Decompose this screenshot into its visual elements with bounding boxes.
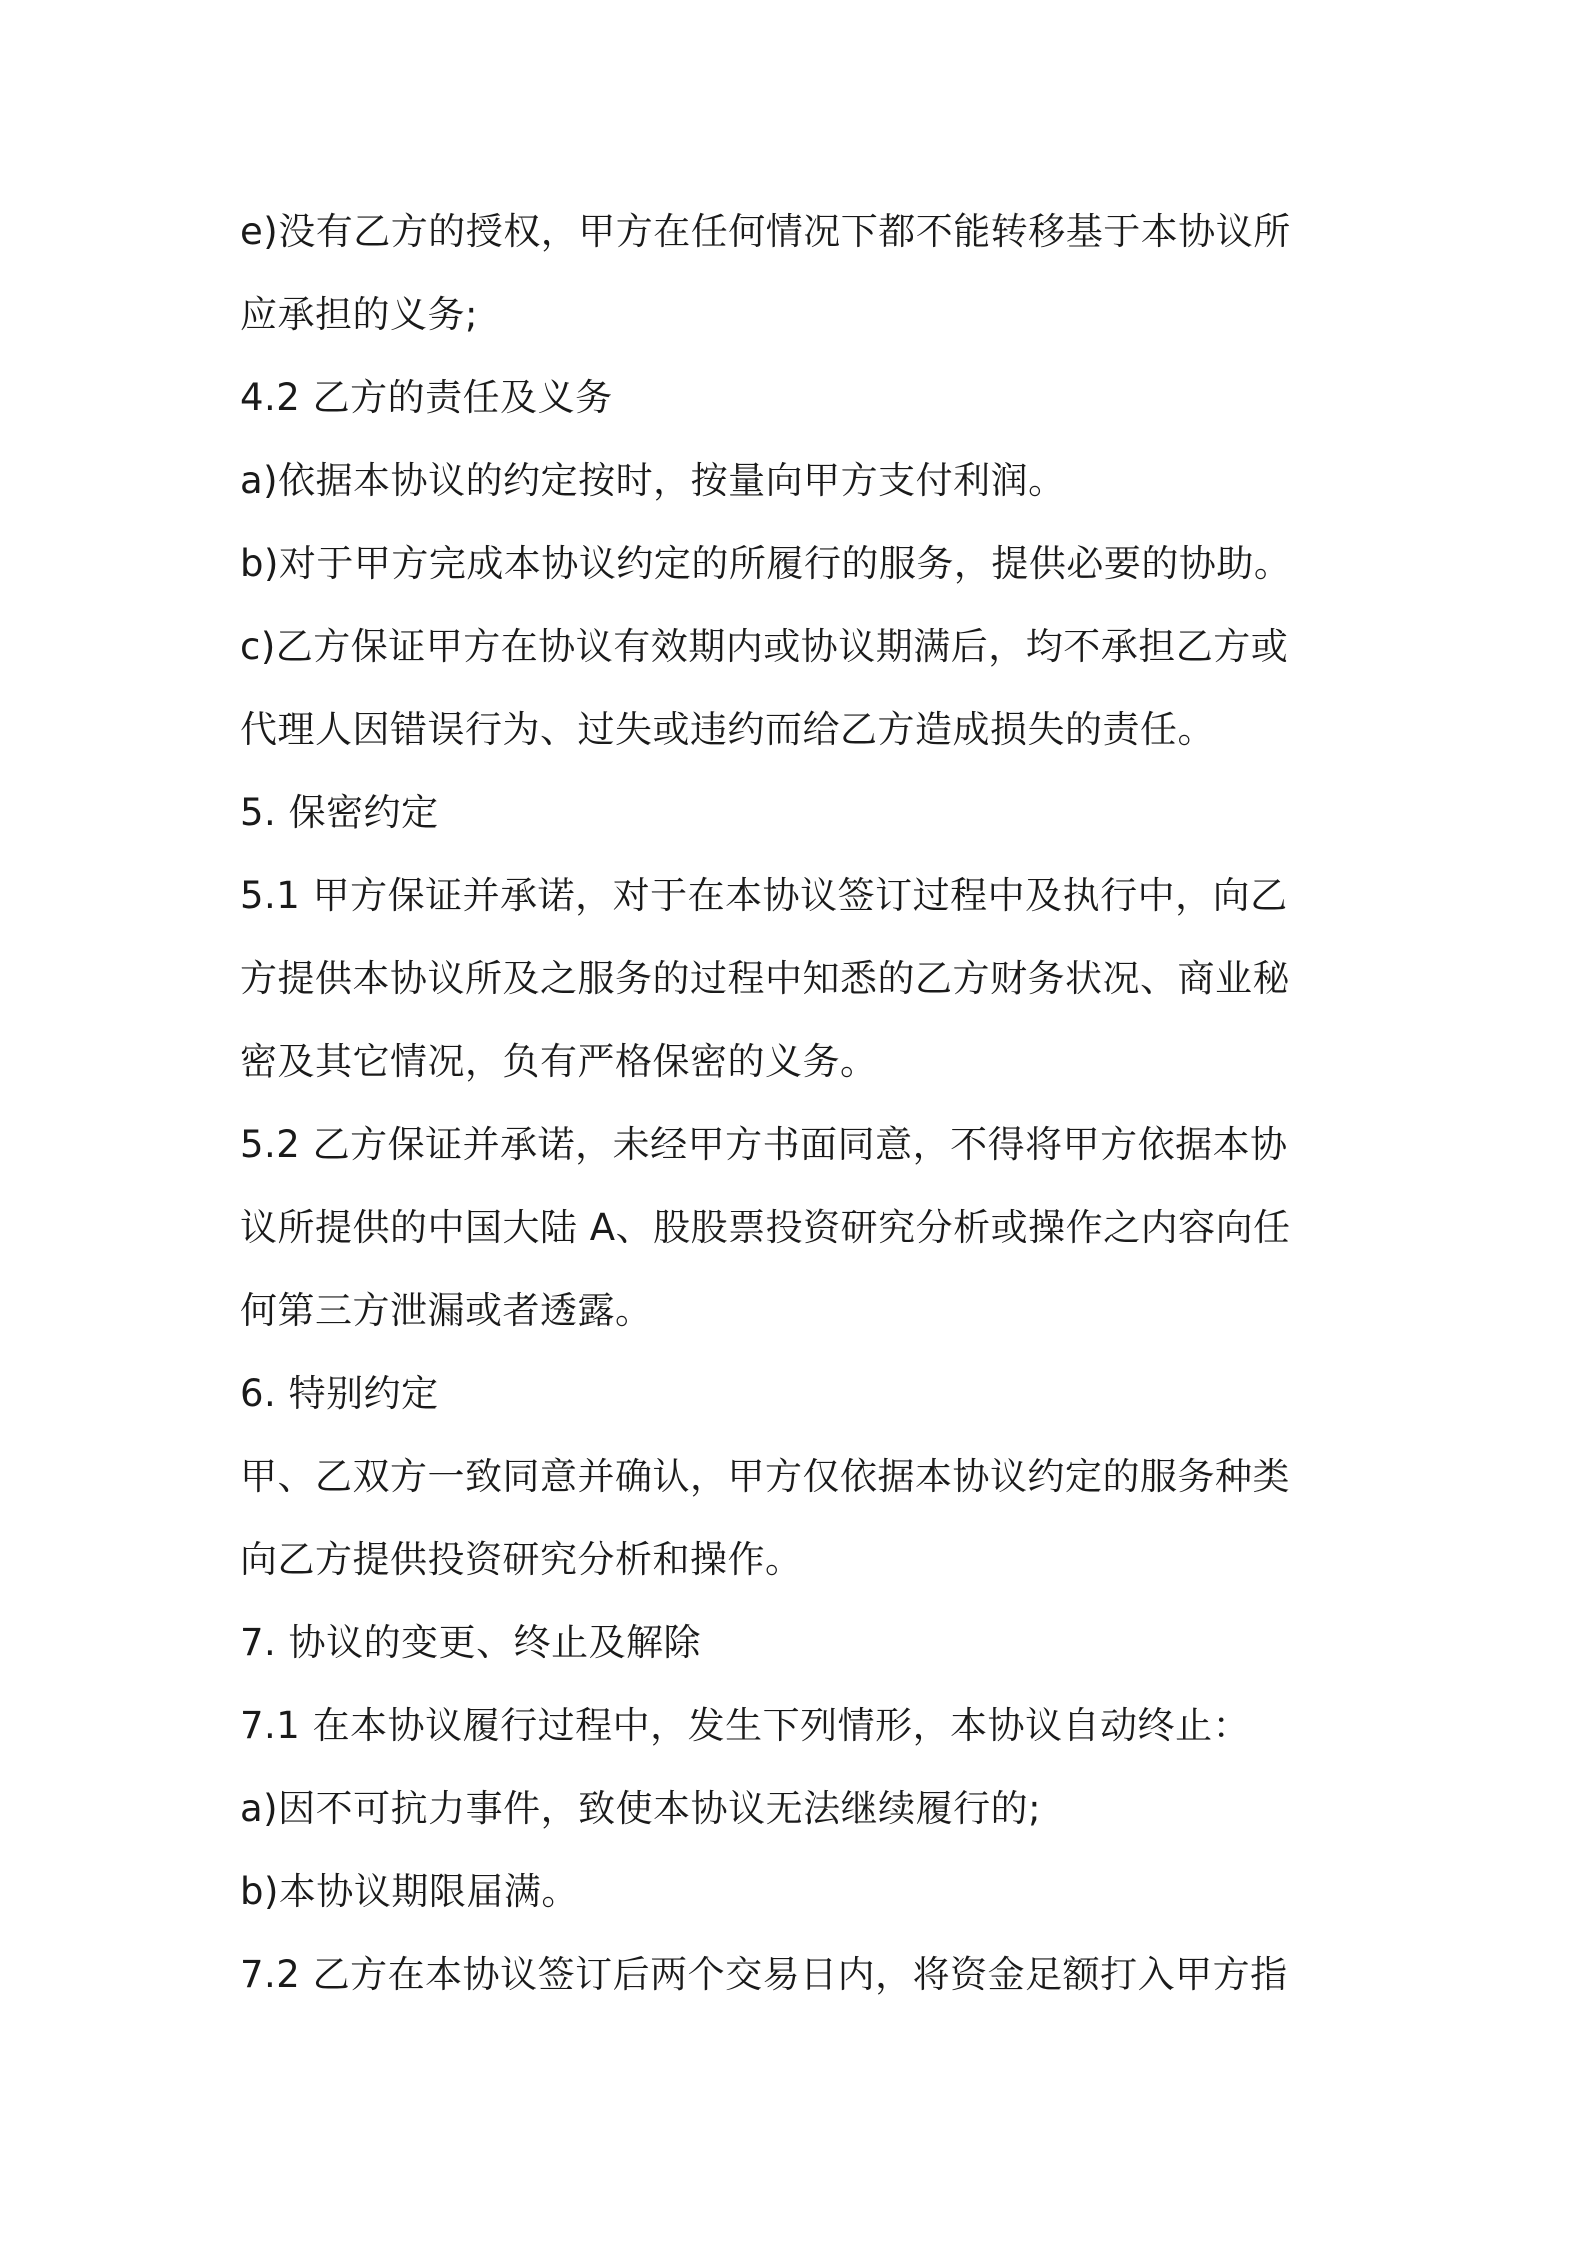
document-body	[240, 190, 1360, 2016]
clause-c-line-1: c)乙方保证甲方在协议有效期内或协议期满后，均不承担乙方或	[240, 625, 1289, 668]
clause-5-1-line-2: 方提供本协议所及之服务的过程中知悉的乙方财务状况、商业秘	[240, 957, 1290, 1000]
section-4-2-heading: 4.2 乙方的责任及义务	[240, 376, 613, 419]
clause-7-1-line: 7.1 在本协议履行过程中，发生下列情形，本协议自动终止：	[240, 1704, 1251, 1747]
clause-e-line-2: 应承担的义务;	[240, 293, 478, 336]
clause-5-2-line-3: 何第三方泄漏或者透露。	[240, 1289, 653, 1332]
clause-b-line: b)对于甲方完成本协议约定的所履行的服务，提供必要的协助。	[240, 542, 1292, 585]
section-6-text-line-1: 甲、乙双方一致同意并确认，甲方仅依据本协议约定的服务种类	[240, 1455, 1290, 1498]
clause-c-line-2: 代理人因错误行为、过失或违约而给乙方造成损失的责任。	[240, 708, 1215, 751]
clause-e-line-1: e)没有乙方的授权，甲方在任何情况下都不能转移基于本协议所	[240, 210, 1291, 253]
clause-5-2-line-1: 5.2 乙方保证并承诺，未经甲方书面同意，不得将甲方依据本协	[240, 1123, 1288, 1166]
section-6-heading: 6. 特别约定	[240, 1372, 439, 1415]
clause-7-1-b-line: b)本协议期限届满。	[240, 1870, 579, 1913]
section-7-heading: 7. 协议的变更、终止及解除	[240, 1621, 702, 1664]
clause-5-1-line-3: 密及其它情况，负有严格保密的义务。	[240, 1040, 878, 1083]
clause-7-2-line: 7.2 乙方在本协议签订后两个交易日内，将资金足额打入甲方指	[240, 1953, 1288, 1996]
clause-5-2-line-2: 议所提供的中国大陆 A、股股票投资研究分析或操作之内容向任	[240, 1206, 1291, 1249]
section-5-heading: 5. 保密约定	[240, 791, 439, 834]
section-6-text-line-2: 向乙方提供投资研究分析和操作。	[240, 1538, 803, 1581]
clause-a-line: a)依据本协议的约定按时，按量向甲方支付利润。	[240, 459, 1066, 502]
clause-7-1-a-line: a)因不可抗力事件，致使本协议无法继续履行的;	[240, 1787, 1042, 1830]
clause-5-1-line-1: 5.1 甲方保证并承诺，对于在本协议签订过程中及执行中，向乙	[240, 874, 1288, 917]
